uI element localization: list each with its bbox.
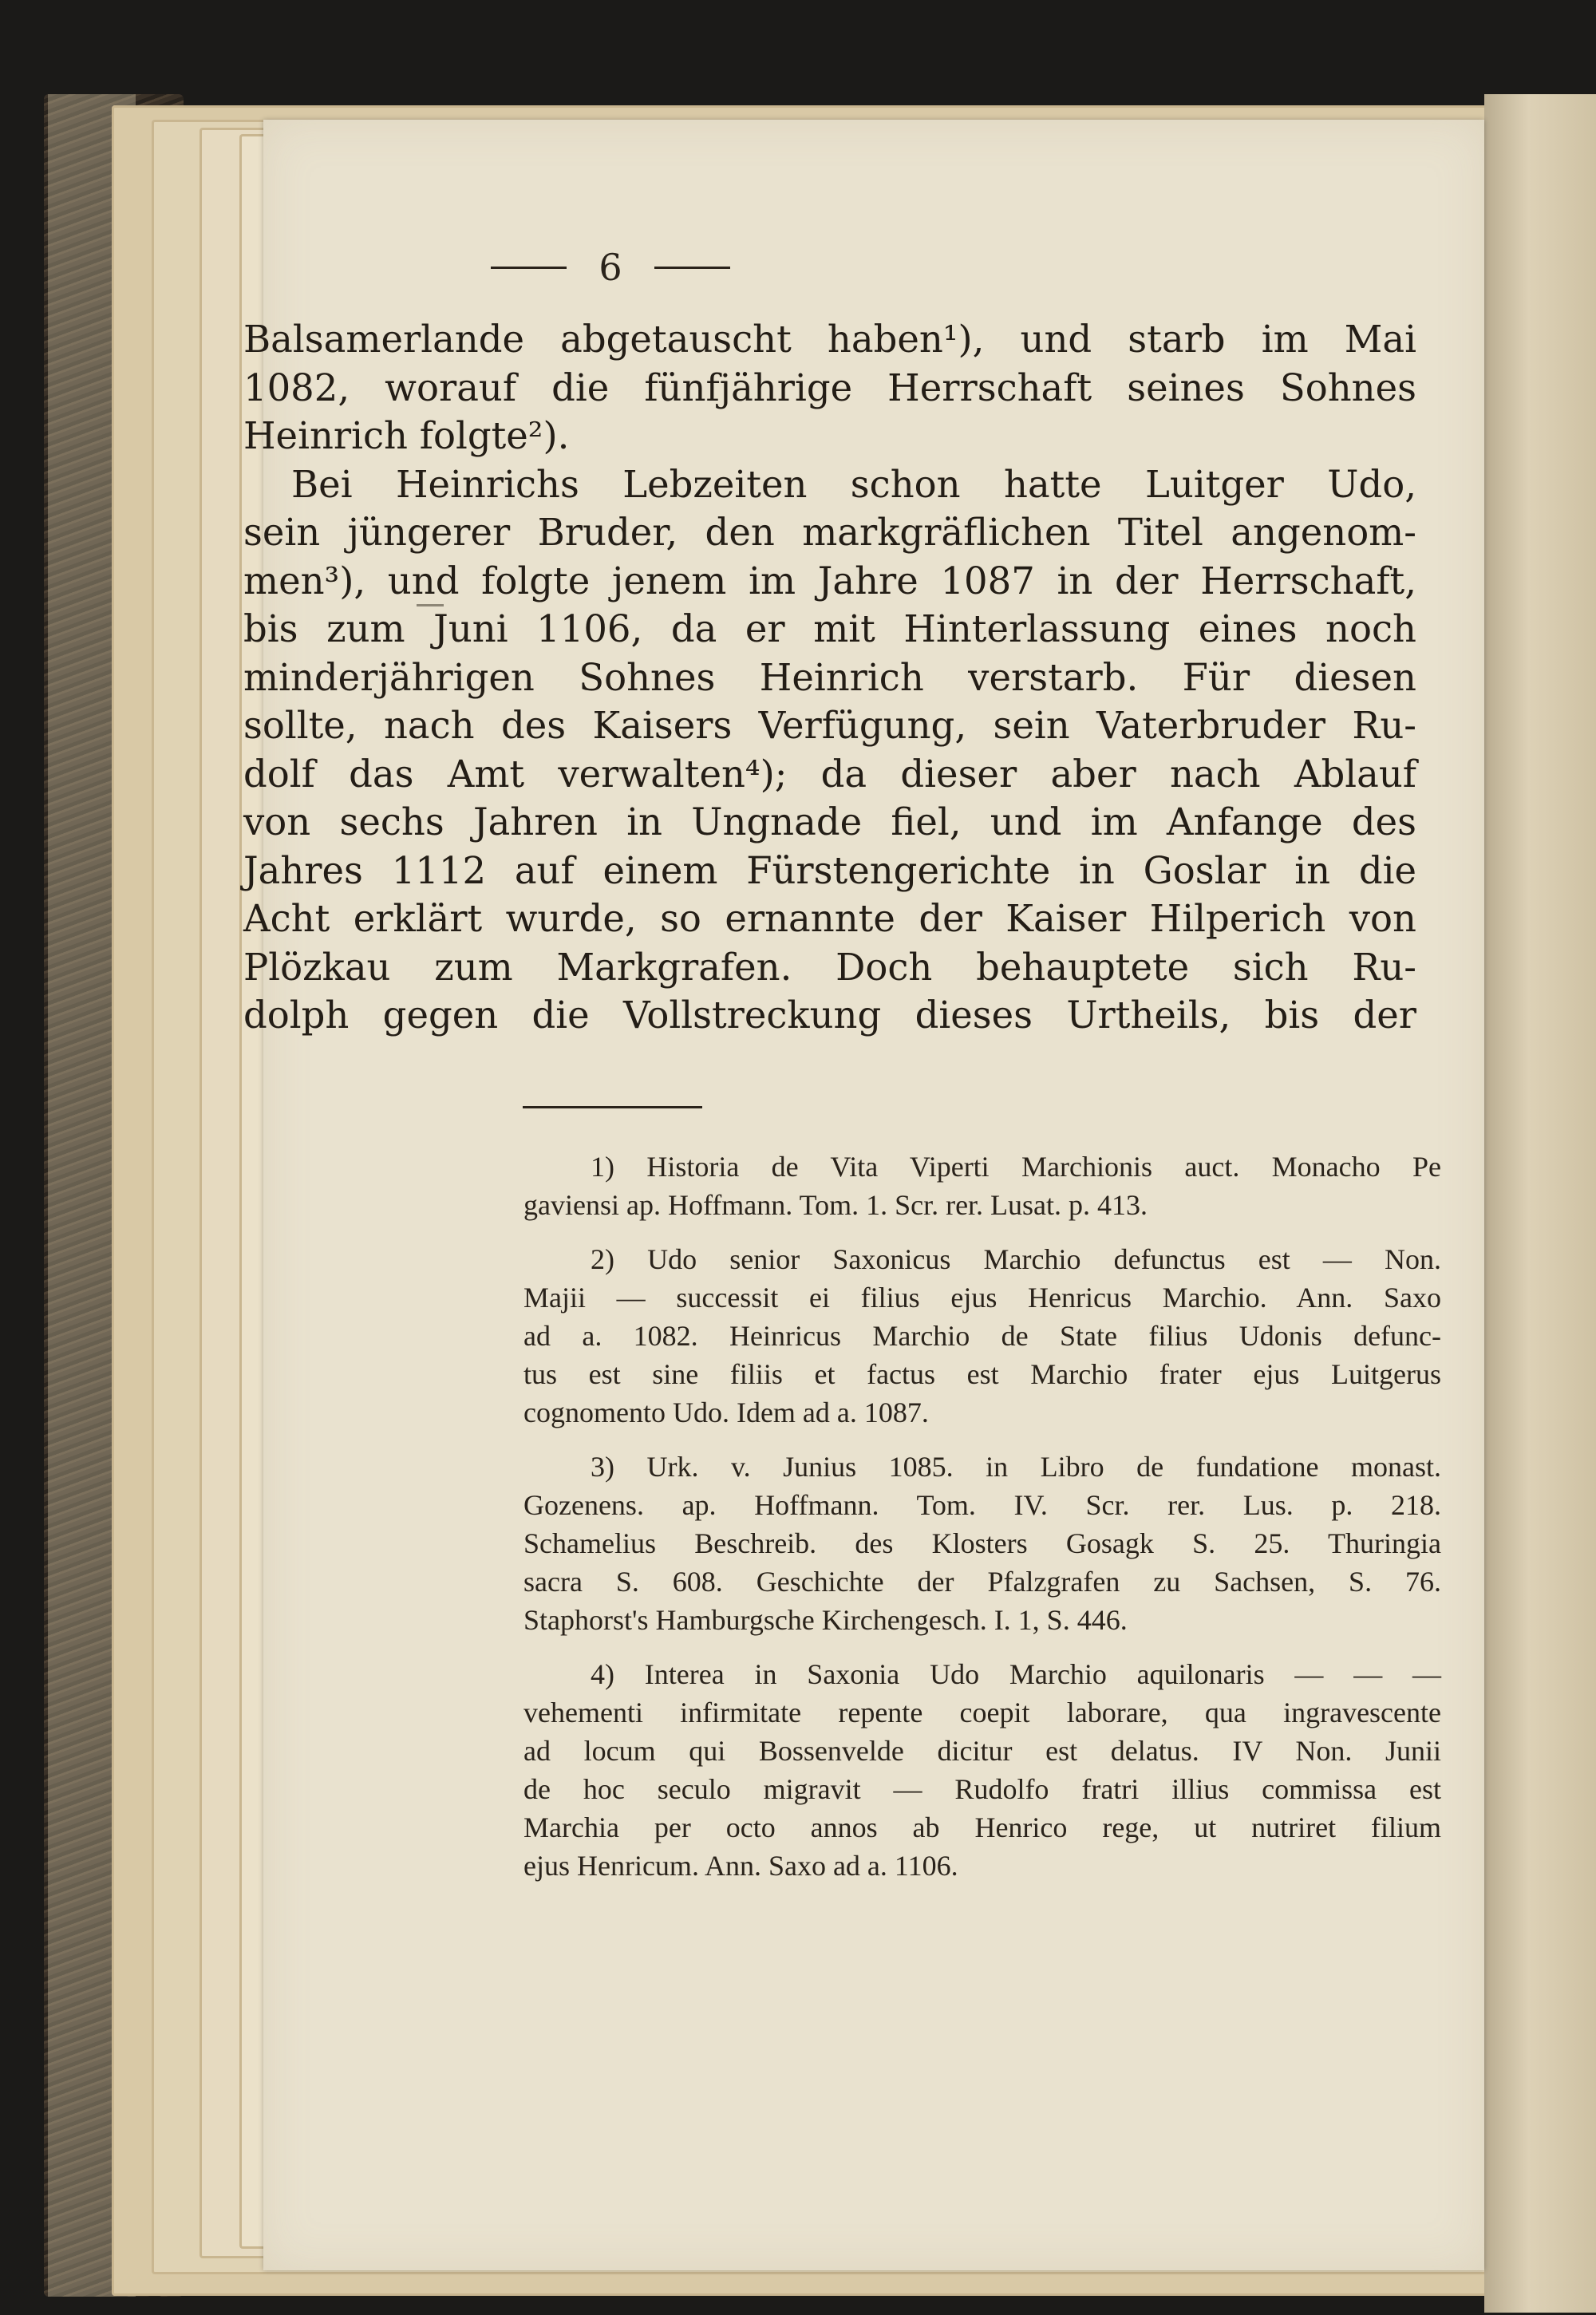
footnote-line: 4) Interea in Saxonia Udo Marchio aquilonaris — — — xyxy=(591,1658,1441,1690)
footnote-1 xyxy=(523,1148,1441,1224)
footnote-line: tus est sine filiis et factus est Marchio frater ejus Luitgerus xyxy=(523,1358,1441,1390)
footnote-line: ad a. 1082. Heinricus Marchio de State filius Udonis defunc- xyxy=(523,1320,1441,1352)
footnote-line: cognomento Udo. Idem ad a. 1087. xyxy=(523,1397,929,1428)
text-line: Acht erklärt wurde, so ernannte der Kaiser Hilperich von xyxy=(243,897,1416,940)
footnote-line: 3) Urk. v. Junius 1085. in Libro de fundatione monast. xyxy=(591,1451,1441,1483)
text-line: Plözkau zum Markgrafen. Doch behauptete sich Ru- xyxy=(243,945,1416,989)
text-line: minderjährigen Sohnes Heinrich verstarb. Für diesen xyxy=(243,655,1416,699)
main-text xyxy=(243,315,1416,1040)
footnote-separator xyxy=(523,1106,702,1108)
facing-page-edge xyxy=(1484,94,1596,2313)
footnote-line: ejus Henricum. Ann. Saxo ad a. 1106. xyxy=(523,1850,958,1882)
footnote-line: Schamelius Beschreib. des Klosters Gosagk S. 25. Thuringia xyxy=(523,1527,1441,1559)
footnote-line: gaviensi ap. Hoffmann. Tom. 1. Scr. rer. Lusat. p. 413. xyxy=(523,1189,1148,1221)
header-dash-right xyxy=(654,267,730,269)
text-line: bis zum Juni 1106, da er mit Hinterlassung eines noch xyxy=(243,607,1416,650)
footnote-line: de hoc seculo migravit — Rudolfo fratri illius commissa est xyxy=(523,1773,1441,1805)
footnote-line: Staphorst's Hamburgsche Kirchengesch. I. 1, S. 446. xyxy=(523,1604,1128,1636)
page-number: 6 xyxy=(598,246,622,289)
footnote-4 xyxy=(523,1655,1441,1885)
text-line: sollte, nach des Kaisers Verfügung, sein Vaterbruder Ru- xyxy=(243,704,1416,747)
footnote-2 xyxy=(523,1240,1441,1432)
footnote-3 xyxy=(523,1448,1441,1639)
text-line: 1082, worauf die fünfjährige Herrschaft seines Sohnes xyxy=(243,365,1416,409)
text-line: sein jüngerer Bruder, den markgräflichen Titel angenom- xyxy=(243,511,1416,554)
footnote-line: Gozenens. ap. Hoffmann. Tom. IV. Scr. rer. Lus. p. 218. xyxy=(523,1489,1441,1521)
text-line: Jahres 1112 auf einem Fürstengerichte in Goslar in die xyxy=(243,848,1416,892)
text-line: dolf das Amt verwalten⁴); da dieser aber nach Ablauf xyxy=(243,752,1416,796)
header-dash-left xyxy=(491,267,567,269)
footnote-line: sacra S. 608. Geschichte der Pfalzgrafen zu Sachsen, S. 76. xyxy=(523,1566,1441,1598)
footnote-line: 1) Historia de Vita Viperti Marchionis auct. Monacho Pe xyxy=(591,1151,1441,1183)
footnote-line: ad locum qui Bossenvelde dicitur est delatus. IV Non. Junii xyxy=(523,1735,1441,1767)
footnotes xyxy=(523,1148,1441,1901)
text-line: Balsamerlande abgetauscht haben¹), und starb im Mai xyxy=(243,318,1416,361)
text-line: men³), und folgte jenem im Jahre 1087 in der Herrschaft, xyxy=(243,559,1416,602)
footnote-line: vehementi infirmitate repente coepit laborare, qua ingravescente xyxy=(523,1697,1441,1728)
text-line: Bei Heinrichs Lebzeiten schon hatte Luitger Udo, xyxy=(291,462,1416,506)
text-line: von sechs Jahren in Ungnade fiel, und im Anfange des xyxy=(243,800,1416,843)
footnote-line: Majii — successit ei filius ejus Henricus Marchio. Ann. Saxo xyxy=(523,1282,1441,1314)
text-line: Heinrich folgte²). xyxy=(243,414,570,457)
footnote-line: 2) Udo senior Saxonicus Marchio defunctus est — Non. xyxy=(591,1243,1441,1275)
text-line: dolph gegen die Vollstreckung dieses Urtheils, bis der xyxy=(243,994,1416,1037)
page-header xyxy=(0,246,1221,289)
footnote-line: Marchia per octo annos ab Henrico rege, ut nutriret filium xyxy=(523,1811,1441,1843)
